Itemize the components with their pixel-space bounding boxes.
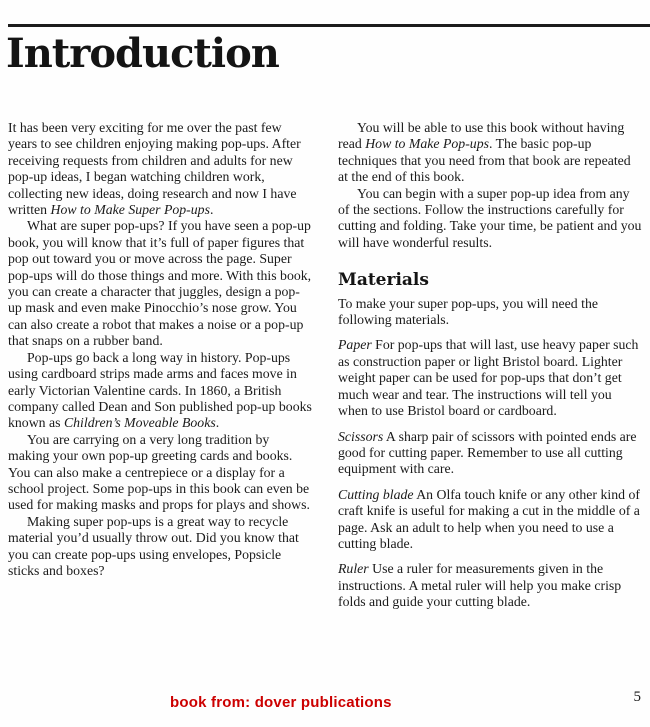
paragraph-intro-1: It has been very exciting for me over the past few years to see children enjoying making pop-ups. After receiving requests from children and adults for new pop-up ideas, I began watching children work, collecting new ideas, doing research and now I have written How to Make Super Pop-ups. bbox=[8, 120, 301, 218]
page-number: 5 bbox=[633, 689, 641, 705]
paragraph-intro-2: What are super pop-ups? If you have seen a pop-up book, you will know that it’s full of paper figures that pop out toward you or move across the page. Super pop-ups will do those things and more. With this book, you can create a character that juggles, design a pop-up mask and even make Pinocchio’s nose grow. You can also create a robot that makes a noise or a pop-up that snaps on a rubber band. bbox=[8, 218, 312, 349]
credit-line: book from: dover publications bbox=[170, 694, 392, 711]
materials-item-scissors: Scissors A sharp pair of scissors with pointed ends are good for cutting paper. Remember to use all cutting equipment with care. bbox=[338, 428, 637, 477]
page-body bbox=[8, 120, 645, 611]
book-title-italic: How to Make Super Pop-ups bbox=[50, 202, 210, 218]
materials-item-paper: Paper For pop-ups that will last, use heavy paper such as construction paper or light Bristol board. Lighter weight paper can be used for pop-ups that don’t get much wear and tear. The instructions will tell you when to use Bristol board or cardboard. bbox=[338, 337, 639, 419]
materials-term: Paper bbox=[338, 337, 372, 353]
right-column bbox=[338, 120, 643, 611]
materials-heading: Materials bbox=[338, 270, 429, 291]
paragraph-intro-5: Making super pop-ups is a great way to recycle material you’d usually throw out. Did you know that you can create pop-ups using envelopes, Popsicle sticks and boxes? bbox=[8, 513, 299, 578]
materials-intro: To make your super pop-ups, you will need the following materials. bbox=[338, 295, 598, 328]
paragraph-intro-4: You are carrying on a very long tradition by making your own pop-up greeting cards and books. You can also make a centrepiece or a display for a school project. Some pop-ups in this book can even be used for making masks and props for plays and shows. bbox=[8, 431, 310, 513]
materials-term: Ruler bbox=[338, 561, 369, 577]
materials-item-ruler: Ruler Use a ruler for measurements given in the instructions. A metal ruler will help you make crisp folds and guide your cutting blade. bbox=[338, 561, 622, 610]
page-title: Introduction bbox=[6, 30, 279, 77]
book-title-italic: Children’s Moveable Books bbox=[63, 415, 216, 431]
materials-term: Cutting blade bbox=[338, 486, 414, 502]
book-title-italic: How to Make Pop-ups bbox=[365, 136, 489, 152]
materials-term: Scissors bbox=[338, 428, 384, 444]
paragraph-intro-6: You will be able to use this book without having read How to Make Pop-ups. The basic pop-up techniques that you need from that book are repeated at the end of this book. bbox=[338, 120, 631, 185]
left-column bbox=[8, 120, 313, 611]
paragraph-intro-3: Pop-ups go back a long way in history. Pop-ups using cardboard strips made arms and faces move in early Victorian Valentine cards. In 1860, a British company called Dean and Son published pop-up books known as Children’s Moveable Books. bbox=[8, 349, 312, 431]
header-rule bbox=[8, 24, 650, 27]
materials-item-cutting-blade: Cutting blade An Olfa touch knife or any other kind of craft knife is useful for making a cut in the middle of a page. Ask an adult to help when you need to use a cutting blade. bbox=[338, 486, 640, 551]
paragraph-intro-7: You can begin with a super pop-up idea from any of the sections. Follow the instructions carefully for cutting and folding. Take your time, be patient and you will have wonderful results. bbox=[338, 185, 642, 250]
